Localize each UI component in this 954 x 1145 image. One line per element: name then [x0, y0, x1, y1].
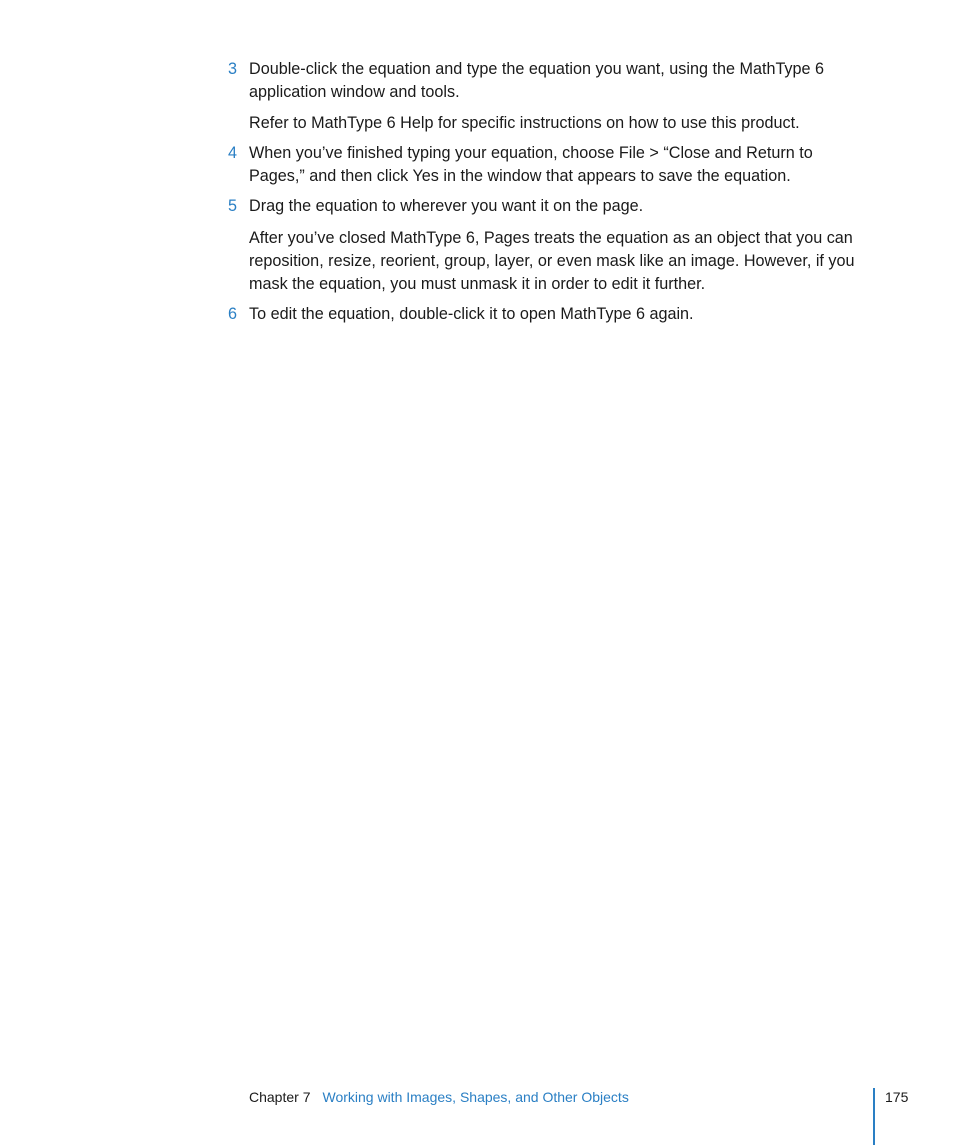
step-number: 6 [228, 305, 238, 323]
step-5 [228, 195, 869, 218]
step-text: To edit the equation, double-click it to open MathType 6 again. [249, 305, 694, 323]
step-4 [228, 142, 869, 188]
step-note: After you’ve closed MathType 6, Pages treats the equation as an object that you can reposition, resize, reorient, group, layer, or even mask like an image. However, if you mask the equation, you must unmask it in order to edit it further. [249, 229, 855, 293]
step-number: 3 [228, 60, 238, 78]
step-text: When you’ve finished typing your equation, choose File > “Close and Return to Pages,” and then click Yes in the window that appears to save the equation. [249, 144, 813, 185]
step-6 [228, 303, 869, 326]
footer-divider [873, 1088, 875, 1145]
step-text: Drag the equation to wherever you want it on the page. [249, 197, 644, 215]
step-note: Refer to MathType 6 Help for specific instructions on how to use this product. [249, 114, 800, 132]
page-number: 175 [885, 1089, 909, 1105]
step-number: 5 [228, 197, 238, 215]
chapter-title: Working with Images, Shapes, and Other Objects [322, 1089, 629, 1105]
document-body [228, 58, 869, 326]
step-number: 4 [228, 144, 238, 162]
chapter-label: Chapter 7 [249, 1089, 311, 1105]
step-3 [228, 58, 869, 104]
footer-chapter [249, 1088, 629, 1106]
step-text: Double-click the equation and type the equation you want, using the MathType 6 application window and tools. [249, 60, 825, 101]
